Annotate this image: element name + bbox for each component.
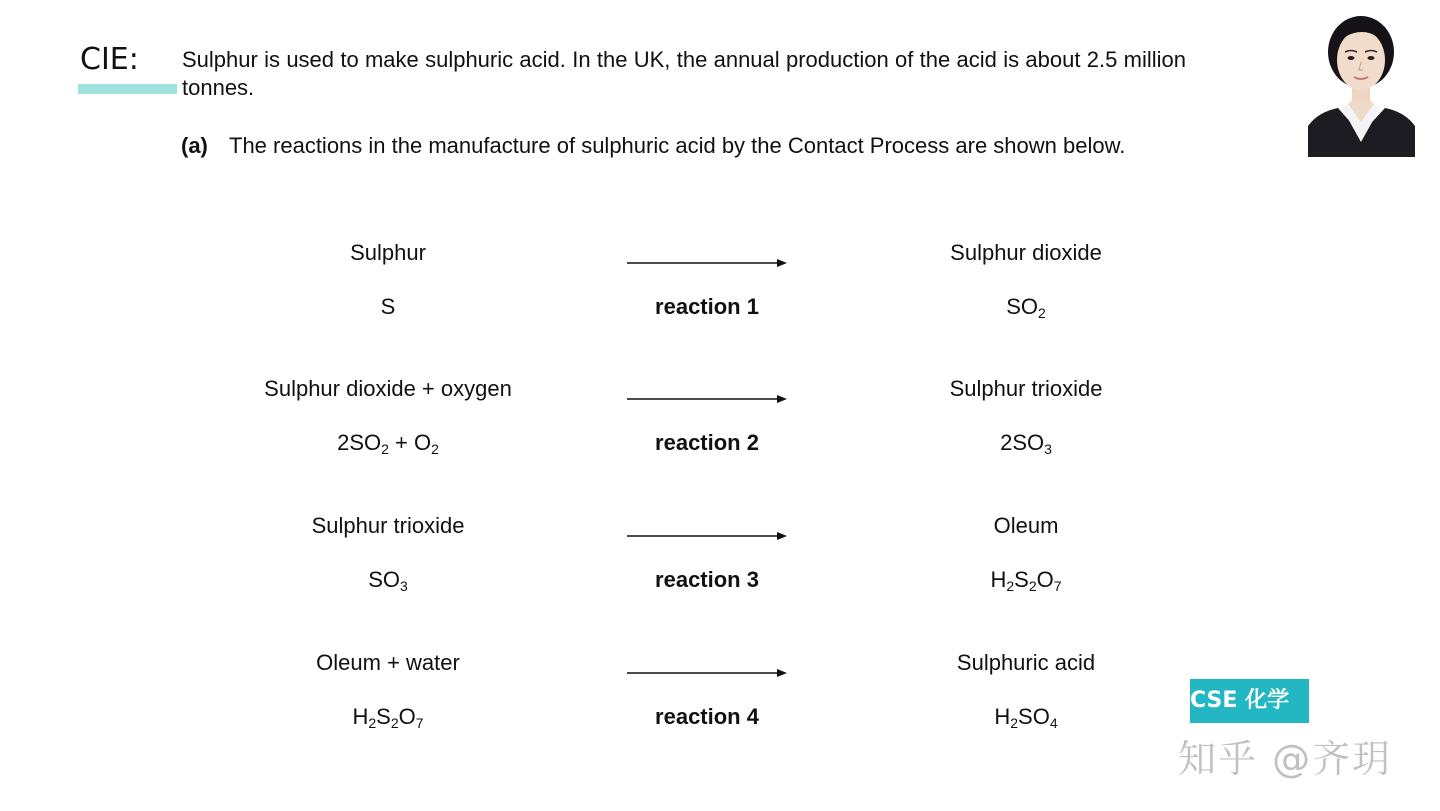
- product-formula: $SO_2$: [1006, 294, 1046, 321]
- presenter-portrait-icon: [1308, 14, 1415, 157]
- product-name: Sulphur dioxide: [950, 240, 1102, 265]
- reactant-formula: $2SO_2 + O_2$: [337, 430, 439, 457]
- reactant-formula: S: [380, 294, 396, 319]
- product-formula: $2SO_3$: [1000, 430, 1052, 457]
- product-name: Sulphur trioxide: [949, 376, 1103, 401]
- reaction-arrow-icon: [627, 392, 787, 404]
- cie-accent-bar: [78, 84, 177, 94]
- reactant-formula: $H_2S_2O_7$: [352, 704, 424, 731]
- cie-label: CIE:: [80, 42, 139, 77]
- product-name: Sulphuric acid: [956, 650, 1096, 675]
- question-intro: Sulphur is used to make sulphuric acid. In the UK, the annual production of the acid is about 2.5 million tonnes.: [182, 47, 1186, 100]
- watermark: 知乎 @齐玥: [1178, 737, 1393, 781]
- reaction-label: reaction 1: [655, 294, 759, 319]
- reactant-name: Sulphur: [350, 240, 426, 265]
- course-badge: CSE 化学: [1190, 679, 1309, 723]
- reactant-name: Sulphur dioxide + oxygen: [264, 376, 512, 401]
- reactant-name: Sulphur trioxide: [311, 513, 465, 538]
- part-a-letter: (a): [181, 133, 208, 158]
- product-formula: $H_2SO_4$: [994, 704, 1058, 731]
- reaction-arrow-icon: [627, 529, 787, 541]
- product-formula: $H_2S_2O_7$: [990, 567, 1062, 594]
- reaction-label: reaction 4: [655, 704, 759, 729]
- part-a-text: The reactions in the manufacture of sulphuric acid by the Contact Process are shown below.: [229, 133, 1126, 158]
- product-name: Oleum: [993, 513, 1059, 538]
- reactant-name: Oleum + water: [316, 650, 460, 675]
- reaction-label: reaction 2: [655, 430, 759, 455]
- reaction-label: reaction 3: [655, 567, 759, 592]
- reaction-arrow-icon: [627, 666, 787, 678]
- reactant-formula: $SO_3$: [368, 567, 408, 594]
- reaction-arrow-icon: [627, 256, 787, 268]
